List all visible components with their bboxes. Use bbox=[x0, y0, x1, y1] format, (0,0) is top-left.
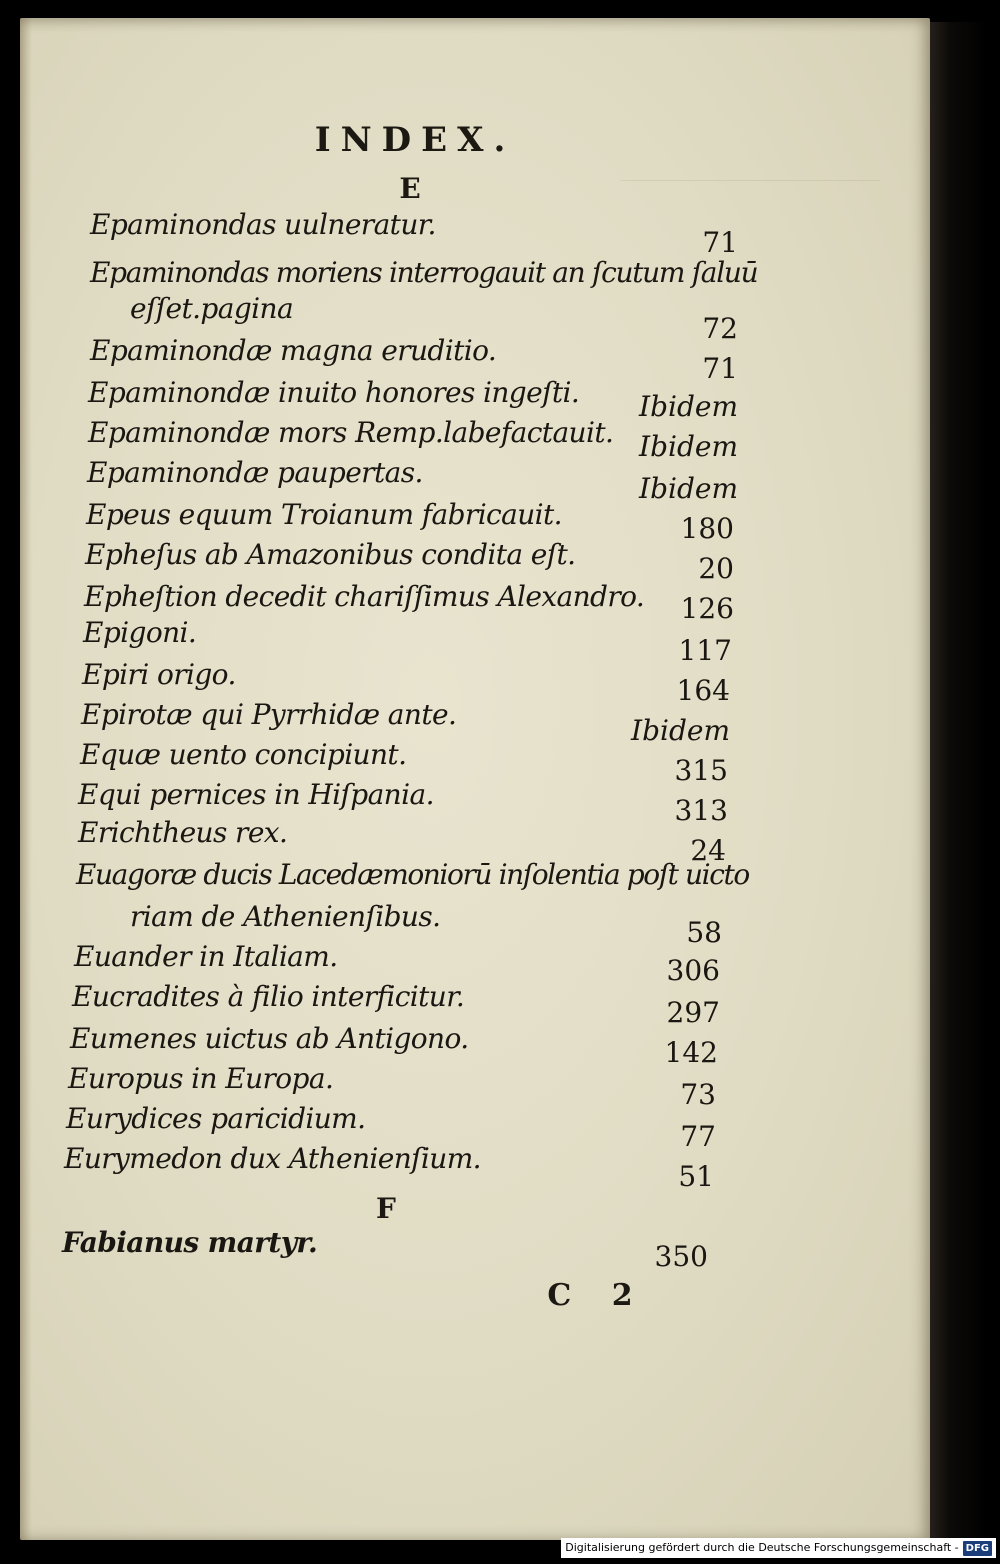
index-page-number: 58 bbox=[686, 916, 722, 949]
index-entry: Epaminondæ inuito honores ingeſti. bbox=[88, 376, 580, 409]
page-edge-shadow bbox=[20, 18, 32, 1540]
index-entry: Europus in Europa. bbox=[68, 1062, 334, 1095]
index-page-number: 73 bbox=[680, 1078, 716, 1111]
index-entry: Fabianus martyr. bbox=[62, 1226, 318, 1259]
index-page-number: 297 bbox=[666, 996, 720, 1029]
index-entry: Epirotæ qui Pyrrhidæ ante. bbox=[81, 698, 457, 731]
show-through-text bbox=[600, 160, 920, 1260]
index-page-number: Ibidem bbox=[639, 430, 738, 463]
index-entry: Epigoni. bbox=[83, 616, 197, 649]
footer-text: Digitalisierung gefördert durch die Deutsche Forschungsgemeinschaft - bbox=[565, 1541, 959, 1554]
index-page-number: 51 bbox=[678, 1160, 714, 1193]
index-entry: Epaminondas moriens interrogauit an ſcutum ſaluū bbox=[90, 256, 758, 289]
index-page-number: 24 bbox=[690, 834, 726, 867]
index-page-number: 164 bbox=[676, 674, 730, 707]
index-entry: Eurymedon dux Athenienſium. bbox=[64, 1142, 481, 1175]
index-page-number: 350 bbox=[654, 1240, 708, 1273]
index-entry: Eumenes uictus ab Antigono. bbox=[70, 1022, 469, 1055]
index-entry: Eucradites à filio interficitur. bbox=[72, 980, 465, 1013]
book-spine bbox=[926, 22, 986, 1542]
index-page-number: 126 bbox=[680, 592, 734, 625]
index-page-number: Ibidem bbox=[639, 472, 738, 505]
index-page-number: 313 bbox=[674, 794, 728, 827]
index-entry: Epaminondæ mors Remp.labefactauit. bbox=[88, 416, 614, 449]
index-entry-continuation: eſſet.pagina bbox=[130, 292, 294, 325]
index-page-number: 71 bbox=[702, 352, 738, 385]
signature-mark: C 2 bbox=[547, 1278, 633, 1313]
index-page-number: 77 bbox=[680, 1120, 716, 1153]
index-page-number: 71 bbox=[702, 226, 738, 259]
index-page-number: 20 bbox=[698, 552, 734, 585]
index-page-number: Ibidem bbox=[639, 390, 738, 423]
index-entry: Euander in Italiam. bbox=[74, 940, 338, 973]
index-entry: Epiri origo. bbox=[82, 658, 236, 691]
index-entry: Eurydices paricidium. bbox=[66, 1102, 366, 1135]
index-page-number: 72 bbox=[702, 312, 738, 345]
index-entry: Epaminondæ paupertas. bbox=[87, 456, 423, 489]
index-page-number: 180 bbox=[680, 512, 734, 545]
index-entry: Equi pernices in Hiſpania. bbox=[78, 778, 434, 811]
index-entry: Equæ uento concipiunt. bbox=[80, 738, 407, 771]
section-letter-f: F bbox=[376, 1192, 396, 1225]
index-entry: Epheſtion decedit chariſſimus Alexandro. bbox=[84, 580, 645, 613]
index-entry: Euagoræ ducis Lacedæmoniorū inſolentia poſt uicto bbox=[76, 858, 749, 891]
index-entry: Erichtheus rex. bbox=[78, 816, 288, 849]
index-entry: Epaminondæ magna eruditio. bbox=[90, 334, 497, 367]
index-page-number: 117 bbox=[678, 634, 732, 667]
dfg-logo: DFG bbox=[963, 1541, 992, 1556]
index-entry: Epheſus ab Amazonibus condita eſt. bbox=[85, 538, 576, 571]
running-header: INDEX. bbox=[314, 120, 516, 160]
digitization-footer bbox=[561, 1538, 996, 1558]
section-letter-e: E bbox=[399, 172, 421, 205]
index-entry: Epeus equum Troianum fabricauit. bbox=[86, 498, 562, 531]
index-entry: Epaminondas uulneratur. bbox=[90, 208, 436, 241]
index-entry-continuation: riam de Athenienſibus. bbox=[130, 900, 441, 933]
index-page-number: 142 bbox=[664, 1036, 718, 1069]
index-page-number: 315 bbox=[674, 754, 728, 787]
index-page-number: 306 bbox=[666, 954, 720, 987]
index-page-number: Ibidem bbox=[631, 714, 730, 747]
